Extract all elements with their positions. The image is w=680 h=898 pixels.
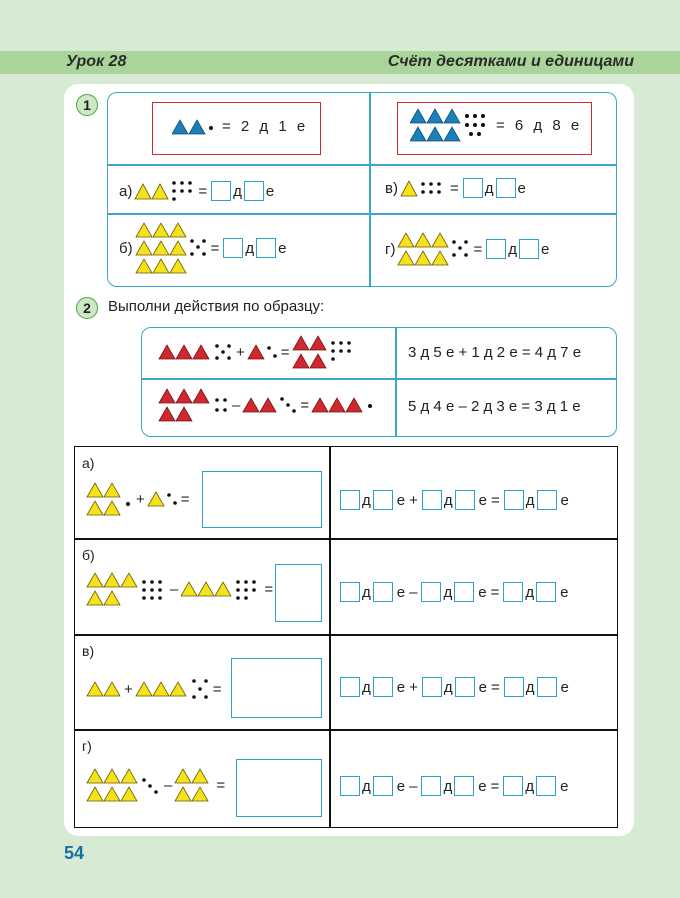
task-2-number: 2 <box>76 297 98 319</box>
task-1-number: 1 <box>76 94 98 116</box>
unit-dots <box>206 119 216 135</box>
sample-2-picture: – = <box>158 387 375 423</box>
units-answer-box[interactable] <box>256 238 276 258</box>
sample-1-picture: + = <box>158 334 358 370</box>
unit-dots <box>170 178 196 204</box>
answer-box[interactable] <box>503 582 523 602</box>
sample-1-text: 3 д 5 е + 1 д 2 е = 4 д 7 е <box>408 344 582 361</box>
answer-box[interactable] <box>340 677 360 697</box>
tens-triangles-blue <box>410 108 462 142</box>
exercise-label: в) <box>82 643 95 659</box>
answer-box[interactable] <box>373 582 393 602</box>
exercise-v-picture: + = <box>86 675 224 703</box>
answer-box[interactable] <box>504 677 524 697</box>
unit-dots <box>187 233 209 263</box>
answer-picture-box[interactable] <box>275 564 322 622</box>
tens-triangles-blue <box>172 119 206 135</box>
tens-answer-box[interactable] <box>463 178 483 198</box>
item-label: г) <box>385 240 396 258</box>
lesson-header <box>0 51 680 74</box>
tens-answer-box[interactable] <box>223 238 243 258</box>
example-2-answer: = 6 д 8 е <box>496 116 583 134</box>
unit-dots <box>462 108 492 142</box>
answer-box[interactable] <box>536 582 556 602</box>
answer-box[interactable] <box>340 490 360 510</box>
answer-box[interactable] <box>421 776 441 796</box>
page-number: 54 <box>64 843 85 863</box>
units-answer-box[interactable] <box>496 178 516 198</box>
exercise-a-equation: д е + д е = д е <box>338 490 571 510</box>
answer-box[interactable] <box>455 677 475 697</box>
lesson-number: Урок 28 <box>66 53 127 70</box>
answer-box[interactable] <box>373 776 393 796</box>
exercise-v-equation: д е + д е = д е <box>338 677 571 697</box>
tens-answer-box[interactable] <box>486 239 506 259</box>
answer-box[interactable] <box>504 490 524 510</box>
answer-box[interactable] <box>503 776 523 796</box>
tens-triangles-yellow <box>397 231 449 267</box>
item-label: б) <box>119 239 133 257</box>
exercise-label: а) <box>82 455 95 471</box>
tens-triangles-yellow <box>134 182 170 200</box>
task-1v: в) = д е <box>385 179 526 197</box>
answer-box[interactable] <box>373 677 393 697</box>
answer-box[interactable] <box>537 677 557 697</box>
exercise-a-picture: + = <box>86 481 192 517</box>
answer-box[interactable] <box>421 582 441 602</box>
task-2-instruction: Выполни действия по образцу: <box>108 298 325 315</box>
item-label: а) <box>119 182 133 200</box>
sample-2-text: 5 д 4 е – 2 д 3 е = 3 д 1 е <box>408 398 581 415</box>
task-1g: г) = д е <box>383 231 549 267</box>
answer-box[interactable] <box>340 582 360 602</box>
item-label: в) <box>385 179 398 197</box>
answer-picture-box[interactable] <box>236 759 322 817</box>
answer-box[interactable] <box>537 490 557 510</box>
answer-box[interactable] <box>422 490 442 510</box>
task-1a: а) = д е <box>117 178 274 204</box>
answer-box[interactable] <box>340 776 360 796</box>
answer-box[interactable] <box>373 490 393 510</box>
unit-dots <box>418 178 448 198</box>
answer-picture-box[interactable] <box>231 658 322 718</box>
example-2 <box>410 108 584 142</box>
exercise-b-picture: – = <box>86 571 275 607</box>
answer-box[interactable] <box>422 677 442 697</box>
example-1 <box>172 118 310 135</box>
example-1-answer: = 2 д 1 е <box>222 118 309 135</box>
exercise-label: б) <box>82 547 95 563</box>
unit-dots <box>449 234 471 264</box>
tens-triangles-yellow <box>400 179 418 197</box>
tens-answer-box[interactable] <box>211 181 231 201</box>
answer-picture-box[interactable] <box>202 471 322 528</box>
units-answer-box[interactable] <box>519 239 539 259</box>
exercise-b-equation: д е – д е = д е <box>338 582 570 602</box>
exercise-g-equation: д е – д е = д е <box>338 776 570 796</box>
tens-triangles-yellow <box>135 221 187 275</box>
answer-box[interactable] <box>454 582 474 602</box>
exercise-label: г) <box>82 738 92 754</box>
answer-box[interactable] <box>455 490 475 510</box>
lesson-topic: Счёт десятками и единицами <box>387 53 634 70</box>
exercise-g-picture: – = <box>86 767 227 803</box>
answer-box[interactable] <box>536 776 556 796</box>
answer-box[interactable] <box>454 776 474 796</box>
task-1b: б) = д е <box>117 221 286 275</box>
units-answer-box[interactable] <box>244 181 264 201</box>
